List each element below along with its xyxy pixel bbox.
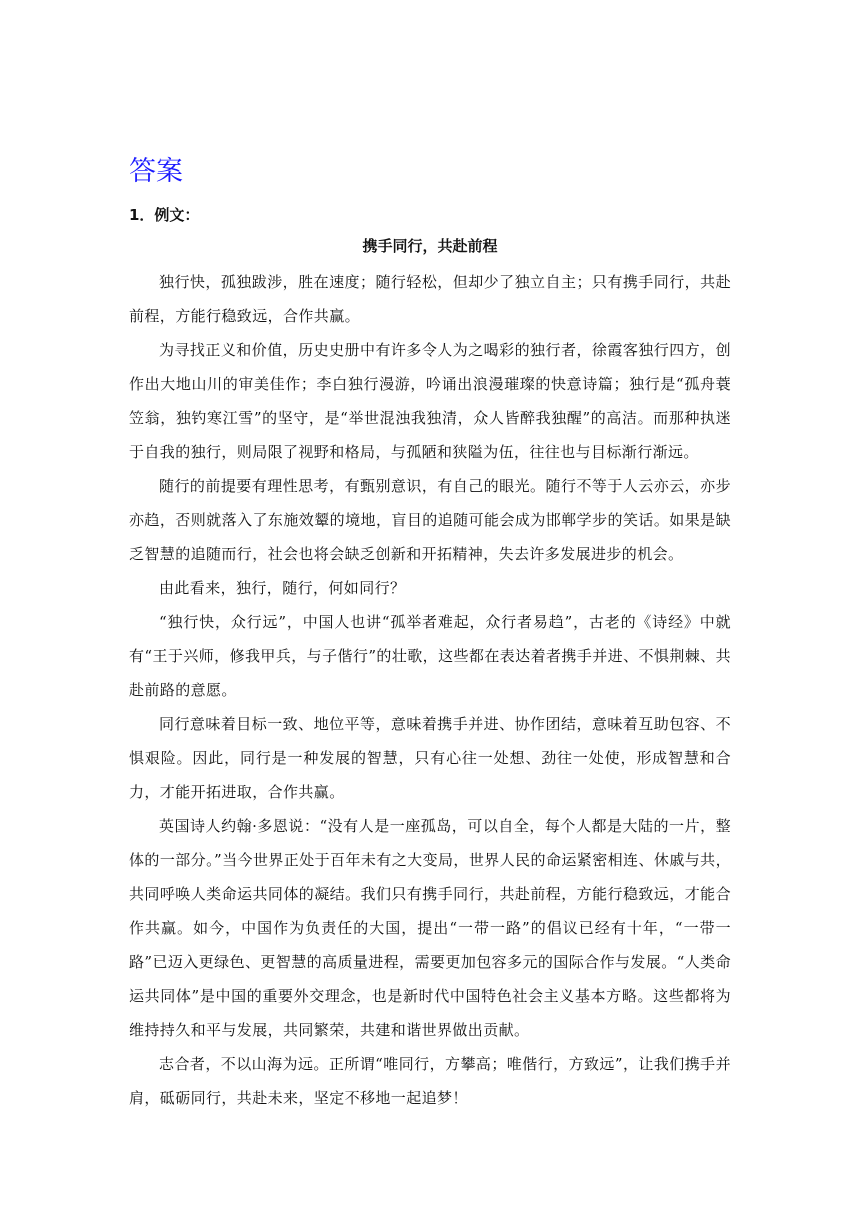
essay-paragraph-1: 独行快，孤独跋涉，胜在速度；随行轻松，但却少了独立自主；只有携手同行，共赴前程，方能行稳致远，合作共赢。 <box>129 273 731 325</box>
essay-paragraph-4: 由此看来，独行，随行，何如同行？ <box>159 579 406 597</box>
essay-body <box>129 265 731 1115</box>
answer-heading: 答案 <box>129 156 183 187</box>
essay-paragraph-5: “独行快，众行远”，中国人也讲“孤举者难起，众行者易趋”，古老的《诗经》中就有“王于兴师，修我甲兵，与子偕行”的壮歌，这些都在表达着者携手并进、不惧荆棘、共赴前路的意愿。 <box>129 613 731 699</box>
essay-title: 携手同行，共赴前程 <box>362 237 498 255</box>
essay-paragraph-7: 英国诗人约翰·多恩说：“没有人是一座孤岛，可以自全，每个人都是大陆的一片，整体的一部分。”当今世界正处于百年未有之大变局，世界人民的命运紧密相连、休戚与共，共同呼唤人类命运共同体的凝结。我们只有携手同行，共赴前程，方能行稳致远，才能合作共赢。如今，中国作为负责任的大国，提出“一带一路”的倡议已经有十年，“一带一路”已迈入更绿色、更智慧的高质量进程，需要更加包容多元的国际合作与发展。“人类命运共同体”是中国的重要外交理念，也是新时代中国特色社会主义基本方略。这些都将为维持持久和平与发展，共同繁荣，共建和谐世界做出贡献。 <box>129 817 731 1039</box>
essay-paragraph-6: 同行意味着目标一致、地位平等，意味着携手并进、协作团结，意味着互助包容、不惧艰险。因此，同行是一种发展的智慧，只有心往一处想、劲往一处使，形成智慧和合力，才能开拓进取，合作共赢。 <box>129 715 731 801</box>
essay-paragraph-8: 志合者，不以山海为远。正所谓“唯同行，方攀高；唯偕行，方致远”，让我们携手并肩，砥砺同行，共赴未来，坚定不移地一起追梦！ <box>129 1055 731 1107</box>
essay-paragraph-3: 随行的前提要有理性思考，有甄别意识，有自己的眼光。随行不等于人云亦云，亦步亦趋，否则就落入了东施效颦的境地，盲目的追随可能会成为邯郸学步的笑话。如果是缺乏智慧的追随而行，社会也将会缺乏创新和开拓精神，失去许多发展进步的机会。 <box>129 477 731 563</box>
question-label: 1．例文： <box>129 206 200 224</box>
essay-paragraph-2: 为寻找正义和价值，历史史册中有许多令人为之喝彩的独行者，徐霞客独行四方，创作出大地山川的审美佳作；李白独行漫游，吟诵出浪漫璀璨的快意诗篇；独行是“孤舟蓑笠翁，独钓寒江雪”的坚守，是“举世混浊我独清，众人皆醉我独醒”的高洁。而那种执迷于自我的独行，则局限了视野和格局，与孤陋和狭隘为伍，往往也与目标渐行渐远。 <box>129 341 731 461</box>
